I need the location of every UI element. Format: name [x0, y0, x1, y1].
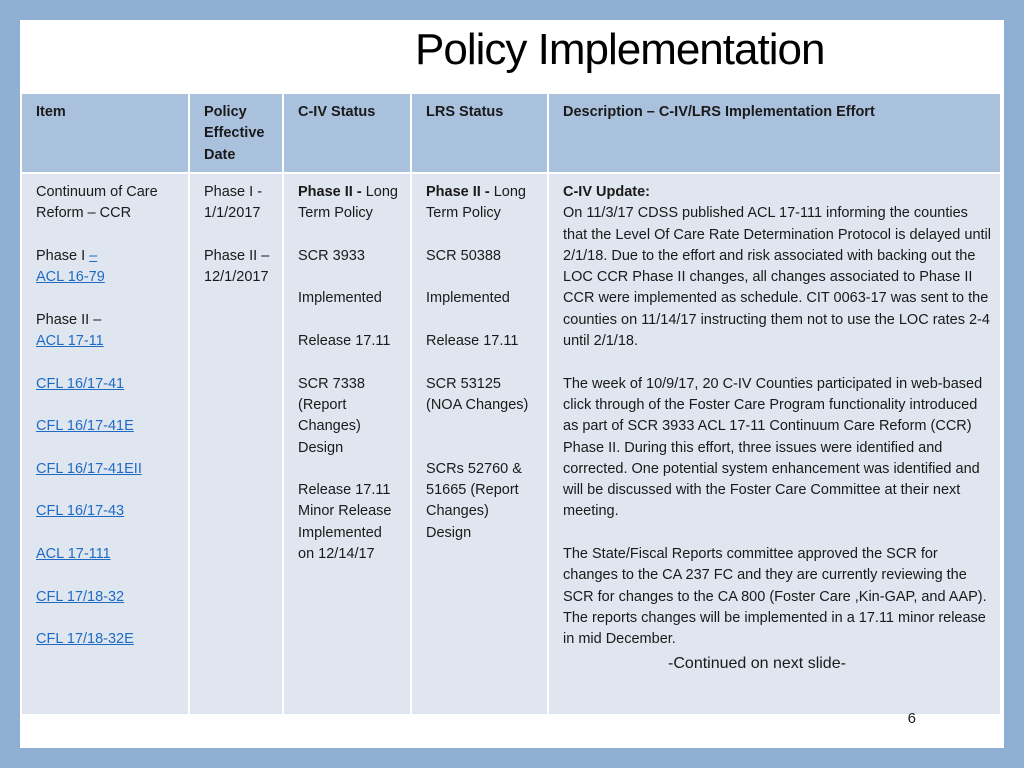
- lrs-phase: [426, 182, 538, 225]
- link-acl-17-111[interactable]: ACL 17-111: [36, 546, 111, 563]
- table-header-row: [21, 93, 1001, 173]
- effective-date-phase1: Phase I - 1/1/2017: [204, 184, 263, 222]
- item-phase2: [36, 310, 179, 353]
- description-paragraph-1: On 11/3/17 CDSS published ACL 17-111 informing the counties that the Level Of Care Rate Determination Protocol is delayed until 2/1/18. Due to the effort and risk associated with backing out the LOC CCR Phase II changes, all changes associated to Phase II CCR were implemented as schedule. CIT 0063-17 was sent to the counties on 11/14/17 instructing them not to use the LOC rates 2-4 until 2/1/18.: [563, 205, 991, 350]
- slide-number: 6: [907, 710, 916, 727]
- description-paragraph-3: The State/Fiscal Reports committee approved the SCR for changes to the CA 237 FC and they are currently reviewing the SCR for changes to the CA 800 (Foster Care ,Kin-GAP, and AAP). The reports changes will be implemented in a 17.11 minor release in mid December.: [563, 546, 987, 648]
- table-row: [21, 173, 1001, 715]
- lrs-status-cell: [411, 173, 548, 715]
- header-lrs-status: LRS Status: [411, 93, 548, 173]
- link-acl-16-79[interactable]: ACL 16-79: [36, 269, 105, 286]
- link-acl-17-11[interactable]: ACL 17-11: [36, 333, 104, 350]
- lrs-implemented: Implemented: [426, 290, 510, 307]
- item-phase1: [36, 246, 179, 289]
- lrs-scr-53125: SCR 53125 (NOA Changes): [426, 375, 529, 413]
- item-cell: [21, 173, 189, 715]
- effective-date-phase2: Phase II – 12/1/2017: [204, 247, 270, 286]
- civ-release-1: Release 17.11: [298, 333, 391, 350]
- link-cfl-16-17-41[interactable]: CFL 16/17-41: [36, 375, 125, 392]
- item-phase1-dash-link[interactable]: –: [89, 247, 98, 264]
- policy-table: [20, 92, 1002, 716]
- civ-status-cell: [283, 173, 411, 715]
- civ-phase: [298, 182, 401, 225]
- civ-scr-3933: SCR 3933: [298, 247, 365, 264]
- header-civ-status: C-IV Status: [283, 93, 411, 173]
- lrs-scr-50388: SCR 50388: [426, 247, 501, 264]
- header-item: Item: [21, 93, 189, 173]
- link-cfl-17-18-32e[interactable]: CFL 17/18-32E: [36, 631, 134, 648]
- lrs-phase-label: Phase II -: [426, 184, 490, 200]
- item-phase2-label: Phase II –: [36, 311, 102, 328]
- slide: [20, 20, 1004, 748]
- description-cell: [548, 173, 1001, 715]
- link-cfl-17-18-32[interactable]: CFL 17/18-32: [36, 588, 125, 605]
- civ-implemented: Implemented: [298, 290, 382, 307]
- civ-phase-label: Phase II -: [298, 184, 362, 200]
- lrs-phase-text: Long Term Policy: [426, 184, 526, 222]
- description-update-label: C-IV Update:: [563, 184, 650, 200]
- link-cfl-16-17-43[interactable]: CFL 16/17-43: [36, 503, 125, 520]
- lrs-scrs-52760-51665: SCRs 52760 & 51665 (Report Changes) Design: [426, 460, 522, 541]
- civ-scr-7338: SCR 7338 (Report Changes) Design: [298, 375, 365, 456]
- page-title: Policy Implementation: [415, 25, 825, 74]
- effective-date-cell: [189, 173, 283, 715]
- item-name: Continuum of Care Reform – CCR: [36, 184, 158, 222]
- civ-release-2: Release 17.11 Minor Release Implemented on 12/14/17: [298, 482, 392, 563]
- item-phase1-label: Phase I: [36, 247, 86, 264]
- lrs-release-1: Release 17.11: [426, 333, 519, 350]
- link-cfl-16-17-41e[interactable]: CFL 16/17-41E: [36, 418, 134, 435]
- link-cfl-16-17-41eii[interactable]: CFL 16/17-41EII: [36, 460, 142, 477]
- header-description: Description – C-IV/LRS Implementation Effort: [548, 93, 1001, 173]
- description-paragraph-2: The week of 10/9/17, 20 C-IV Counties participated in web-based click through of the Foster Care Program functionality introduced as part of SCR 3933 ACL 17-11 Continuum Care Reform (CCR) Phase II. During this effort, three issues were identified and corrected. One potential system enhancement was identified and will be discussed with the Foster Care Committee at their next meeting.: [563, 375, 983, 520]
- header-policy-effective-date: Policy Effective Date: [189, 93, 283, 173]
- continued-note: -Continued on next slide-: [668, 654, 846, 672]
- civ-phase-text: Long Term Policy: [298, 184, 398, 222]
